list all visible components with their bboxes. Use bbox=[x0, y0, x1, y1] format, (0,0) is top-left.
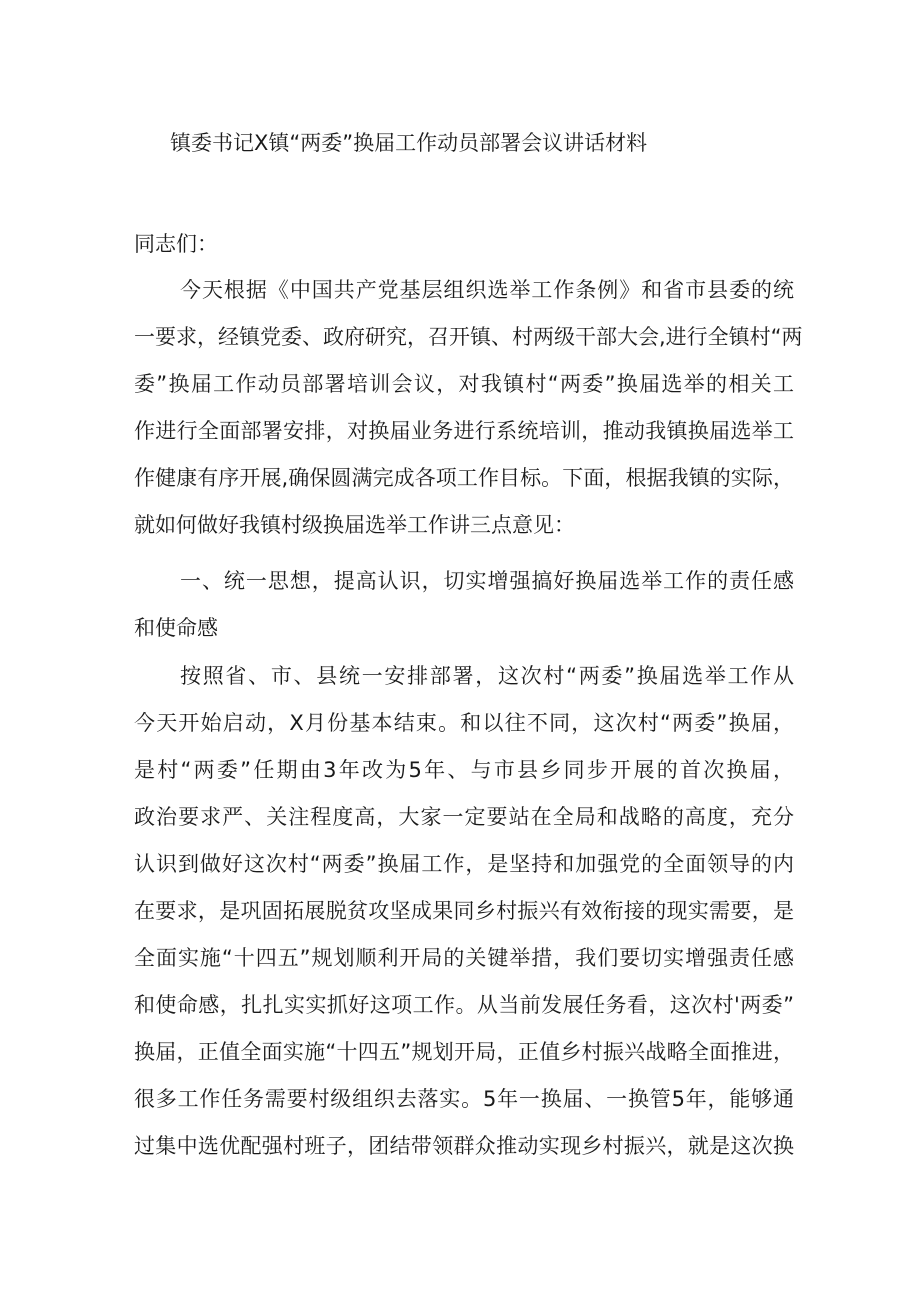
paragraph-line: 今天开始启动，X月份基本结束。和以往不同，这次村“两委”换届， bbox=[134, 711, 794, 735]
paragraph-line: 是村“两委”任期由3年改为5年、与市县乡同步开展的首次换届， bbox=[134, 758, 794, 782]
document-title: 镇委书记X镇“两委”换届工作动员部署会议讲话材料 bbox=[170, 131, 648, 155]
paragraph-line: 很多工作任务需要村级组织去落实。5年一换届、一换管5年，能够通 bbox=[134, 1087, 794, 1111]
paragraph-line: 换届，正值全面实施“十四五”规划开局，正值乡村振兴战略全面推进， bbox=[134, 1040, 794, 1064]
paragraph-line: 认识到做好这次村“两委”换届工作，是坚持和加强党的全面领导的内 bbox=[134, 852, 794, 876]
paragraph-line: 全面实施“十四五”规划顺利开局的关键举措，我们要切实增强责任感 bbox=[134, 946, 794, 970]
paragraph-line: 委”换届工作动员部署培训会议，对我镇村“两委”换届选举的相关工 bbox=[134, 372, 794, 396]
paragraph-line: 一要求，经镇党委、政府研究，召开镇、村两级干部大会,进行全镇村“两 bbox=[134, 325, 803, 349]
paragraph-line: 在要求，是巩固拓展脱贫攻坚成果同乡村振兴有效衔接的现实需要，是 bbox=[134, 899, 794, 923]
paragraph-line: 按照省、市、县统一安排部署，这次村“两委”换届选举工作从 bbox=[180, 664, 794, 688]
section-heading-line: 一、统一思想，提高认识，切实增强搞好换届选举工作的责任感 bbox=[180, 569, 794, 593]
paragraph-line: 和使命感，扎扎实实抓好这项工作。从当前发展任务看，这次村'两委” bbox=[134, 993, 794, 1017]
paragraph-line: 作进行全面部署安排，对换届业务进行系统培训，推动我镇换届选举工 bbox=[134, 419, 794, 443]
paragraph-line: 作健康有序开展,确保圆满完成各项工作目标。下面，根据我镇的实际， bbox=[134, 466, 794, 490]
paragraph-line: 过集中选优配强村班子，团结带领群众推动实现乡村振兴，就是这次换 bbox=[134, 1134, 794, 1158]
salutation: 同志们： bbox=[134, 232, 218, 256]
paragraph-line: 今天根据《中国共产党基层组织选举工作条例》和省市县委的统 bbox=[180, 278, 794, 302]
paragraph-line: 就如何做好我镇村级换届选举工作讲三点意见： bbox=[134, 513, 575, 537]
paragraph-line: 政治要求严、关注程度高，大家一定要站在全局和战略的高度，充分 bbox=[134, 805, 794, 829]
section-heading-line: 和使命感 bbox=[134, 616, 218, 640]
